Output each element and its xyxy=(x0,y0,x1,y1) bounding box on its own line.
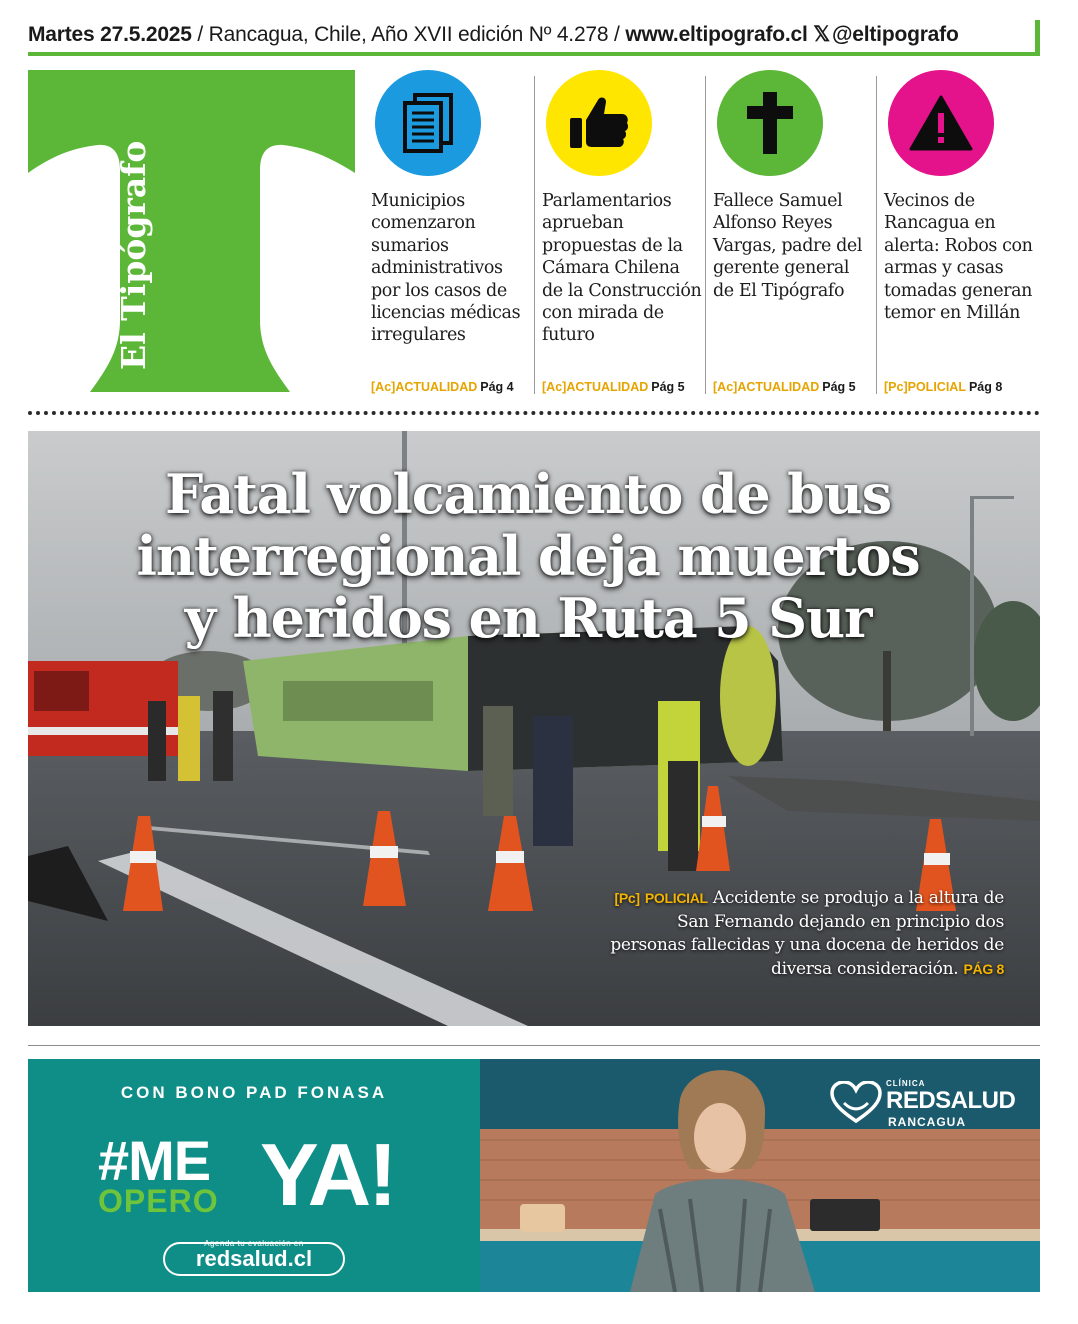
separator: / xyxy=(614,23,620,46)
section-rule xyxy=(28,1045,1040,1046)
issue-date: Martes 27.5.2025 xyxy=(28,23,192,46)
issue-edition: Año XVII edición Nº 4.278 xyxy=(371,23,609,46)
section-code: [Ac] xyxy=(542,380,567,394)
thumbs-up-icon xyxy=(546,70,652,176)
teaser-kicker xyxy=(542,380,685,394)
date-bar xyxy=(28,20,1040,56)
clinic-label: CLÍNICA xyxy=(886,1079,926,1088)
cross-icon xyxy=(717,70,823,176)
hero-caption xyxy=(608,887,1004,981)
teaser-headline: Vecinos de Rancagua en alerta: Robos con armas y casas tomadas generan temor en Millán xyxy=(884,191,1033,324)
section-label: ACTUALIDAD xyxy=(737,380,820,394)
page-ref: Pág 4 xyxy=(480,380,514,394)
column-divider xyxy=(705,76,706,394)
ad-website-link[interactable]: redsalud.cl xyxy=(163,1242,345,1276)
ad-hashtag-opero: OPERO xyxy=(98,1183,219,1219)
website-link[interactable]: www.eltipografo.cl xyxy=(625,23,808,46)
date-bar-text xyxy=(28,22,959,47)
clinic-brand: REDSALUD xyxy=(886,1087,1016,1114)
brand-name-text: El Tipógrafo xyxy=(114,140,153,370)
ad-hashtag-ya: YA! xyxy=(260,1125,395,1224)
page-ref: Pág 5 xyxy=(651,380,685,394)
teaser-headline: Parlamentarios aprueban propuestas de la Cámara Chilena de la Construcción con mirada de futuro xyxy=(542,191,702,346)
t-letter-logo xyxy=(28,70,355,392)
teaser-kicker xyxy=(371,380,514,394)
section-label: ACTUALIDAD xyxy=(395,380,478,394)
section-code: [Ac] xyxy=(371,380,396,394)
teaser-parlamentarios[interactable] xyxy=(534,70,704,400)
ad-agenda-text: Agenda tu evaluación en xyxy=(204,1239,304,1248)
teaser-fallece[interactable] xyxy=(705,70,875,400)
ad-tagline: CON BONO PAD FONASA xyxy=(120,1083,388,1102)
heart-logo-icon xyxy=(830,1081,882,1125)
section-label: POLICIAL xyxy=(907,380,966,394)
section-label: ACTUALIDAD xyxy=(566,380,649,394)
hero-headline[interactable]: Fatal volcamiento de bus interregional deja muertos y heridos en Ruta 5 Sur xyxy=(136,462,920,650)
section-code: [Pc] xyxy=(884,380,908,394)
teaser-headline: Municipios comenzaron sumarios administrativos por los casos de licencias médicas irregulares xyxy=(371,191,521,346)
document-icon xyxy=(375,70,481,176)
ad-hashtag-me: #ME xyxy=(98,1129,211,1192)
warning-icon xyxy=(888,70,994,176)
section-code: [Pc] xyxy=(614,890,640,906)
masthead-logo xyxy=(28,70,355,392)
issue-location: / Rancagua, Chile, xyxy=(197,23,367,46)
teaser-municipios[interactable] xyxy=(363,70,533,400)
dotted-separator xyxy=(28,411,1040,415)
page-ref: Pág 5 xyxy=(822,380,856,394)
page-ref: Pág 8 xyxy=(968,380,1003,394)
clinic-city: RANCAGUA xyxy=(888,1115,966,1129)
teaser-vecinos[interactable] xyxy=(876,70,1046,400)
x-logo-icon: 𝕏 xyxy=(813,23,830,46)
hero-story[interactable] xyxy=(28,431,1040,1026)
teaser-kicker xyxy=(884,380,1002,394)
teaser-kicker xyxy=(713,380,856,394)
column-divider xyxy=(534,76,535,394)
redsalud-ad[interactable] xyxy=(28,1059,1040,1292)
redsalud-logo xyxy=(830,1075,1030,1131)
caption-text: Accidente se produjo a la altura de San Fernando dejando en principio dos personas fallecidas y una docena de heridos de diversa consideración. xyxy=(610,888,1004,979)
section-code: [Ac] xyxy=(713,380,738,394)
section-label: POLICIAL xyxy=(644,890,708,906)
column-divider xyxy=(876,76,877,394)
page-ref: PÁG 8 xyxy=(963,960,1004,977)
ad-text-panel xyxy=(28,1059,480,1292)
teaser-headline: Fallece Samuel Alfonso Reyes Vargas, padre del gerente general de El Tipógrafo xyxy=(713,191,863,301)
social-handle[interactable]: @eltipografo xyxy=(832,23,959,46)
